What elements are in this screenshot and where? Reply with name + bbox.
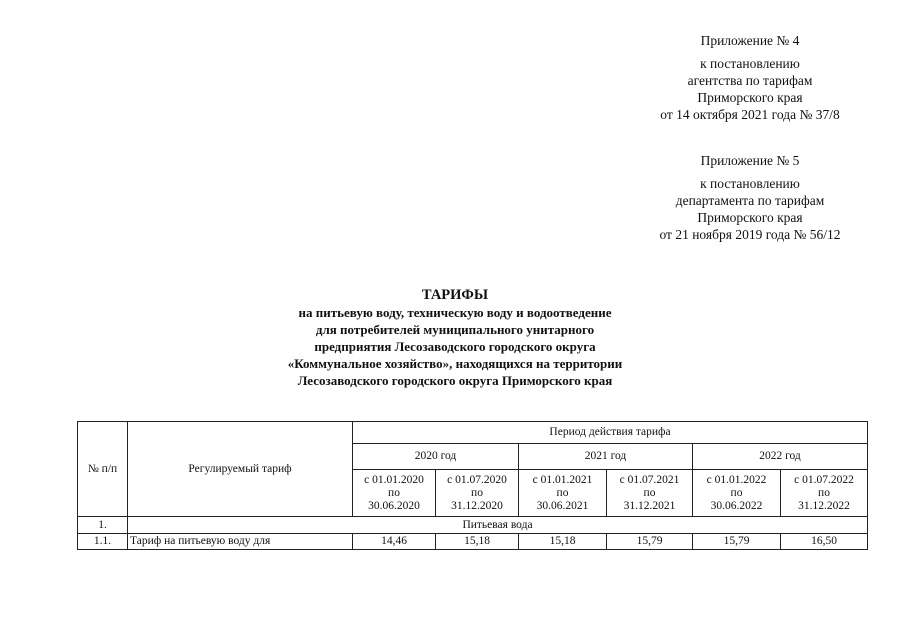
- period-to: 30.06.2022: [710, 499, 763, 512]
- appendix-5-line: к постановлению: [700, 176, 800, 191]
- header-year-2021: 2021 год: [519, 444, 693, 470]
- period-to: 31.12.2022: [798, 499, 850, 512]
- header-year-2020: 2020 год: [353, 444, 519, 470]
- appendix-5-block: [640, 152, 860, 243]
- row-value: 15,18: [519, 534, 607, 550]
- row-value: 15,79: [693, 534, 781, 550]
- header-period-cell: [693, 470, 781, 517]
- header-num: № п/п: [78, 422, 128, 517]
- row-num: 1.1.: [78, 534, 128, 550]
- title-line: на питьевую воду, техническую воду и водоотведение: [298, 305, 612, 320]
- period-to: 30.06.2021: [536, 499, 589, 512]
- title-line: «Коммунальное хозяйство», находящихся на территории: [287, 356, 623, 371]
- period-from: с 01.01.2021: [532, 473, 593, 486]
- section-num: 1.: [78, 517, 128, 534]
- period-po: по: [818, 486, 830, 499]
- appendix-4-line: Приморского края: [697, 90, 803, 105]
- title-line: Лесозаводского городского округа Приморского края: [297, 373, 613, 388]
- row-value: 14,46: [353, 534, 436, 550]
- period-po: по: [556, 486, 569, 499]
- table-row: [78, 534, 868, 550]
- tariffs-table: [77, 421, 868, 550]
- header-year-2022: 2022 год: [693, 444, 868, 470]
- period-from: с 01.07.2020: [447, 473, 507, 486]
- row-value: 15,79: [607, 534, 693, 550]
- appendix-5-heading: Приложение № 5: [700, 153, 800, 168]
- row-name: Тариф на питьевую воду для: [128, 534, 353, 550]
- table-row: [78, 517, 868, 534]
- title-line: предприятия Лесозаводского городского округа: [314, 339, 596, 354]
- period-po: по: [471, 486, 483, 499]
- period-from: с 01.01.2020: [364, 473, 424, 486]
- header-tariff: Регулируемый тариф: [128, 422, 353, 517]
- appendix-5-line: департамента по тарифам: [675, 193, 825, 208]
- period-from: с 01.07.2022: [794, 473, 854, 486]
- header-period-cell: [353, 470, 436, 517]
- period-to: 31.12.2021: [623, 499, 676, 512]
- header-period-cell: [436, 470, 519, 517]
- title-main: ТАРИФЫ: [421, 287, 489, 303]
- period-po: по: [643, 486, 656, 499]
- appendix-5-line: от 21 ноября 2019 года № 56/12: [659, 227, 841, 242]
- period-to: 30.06.2020: [368, 499, 420, 512]
- period-po: по: [388, 486, 400, 499]
- header-period-cell: [607, 470, 693, 517]
- period-from: с 01.01.2022: [706, 473, 767, 486]
- section-name: Питьевая вода: [128, 517, 868, 534]
- header-period-cell: [781, 470, 868, 517]
- title-line: для потребителей муниципального унитарного: [315, 322, 595, 337]
- appendix-4-line: к постановлению: [700, 56, 800, 71]
- appendix-4-line: агентства по тарифам: [687, 73, 813, 88]
- period-po: по: [730, 486, 743, 499]
- appendix-4-heading: Приложение № 4: [700, 33, 800, 48]
- row-value: 15,18: [436, 534, 519, 550]
- period-from: с 01.07.2021: [619, 473, 680, 486]
- row-value: 16,50: [781, 534, 868, 550]
- document-title: [245, 287, 665, 389]
- appendix-5-line: Приморского края: [697, 210, 803, 225]
- header-period-cell: [519, 470, 607, 517]
- header-period: Период действия тарифа: [353, 422, 868, 444]
- appendix-4-line: от 14 октября 2021 года № 37/8: [660, 107, 840, 122]
- period-to: 31.12.2020: [451, 499, 503, 512]
- appendix-4-block: [640, 32, 860, 123]
